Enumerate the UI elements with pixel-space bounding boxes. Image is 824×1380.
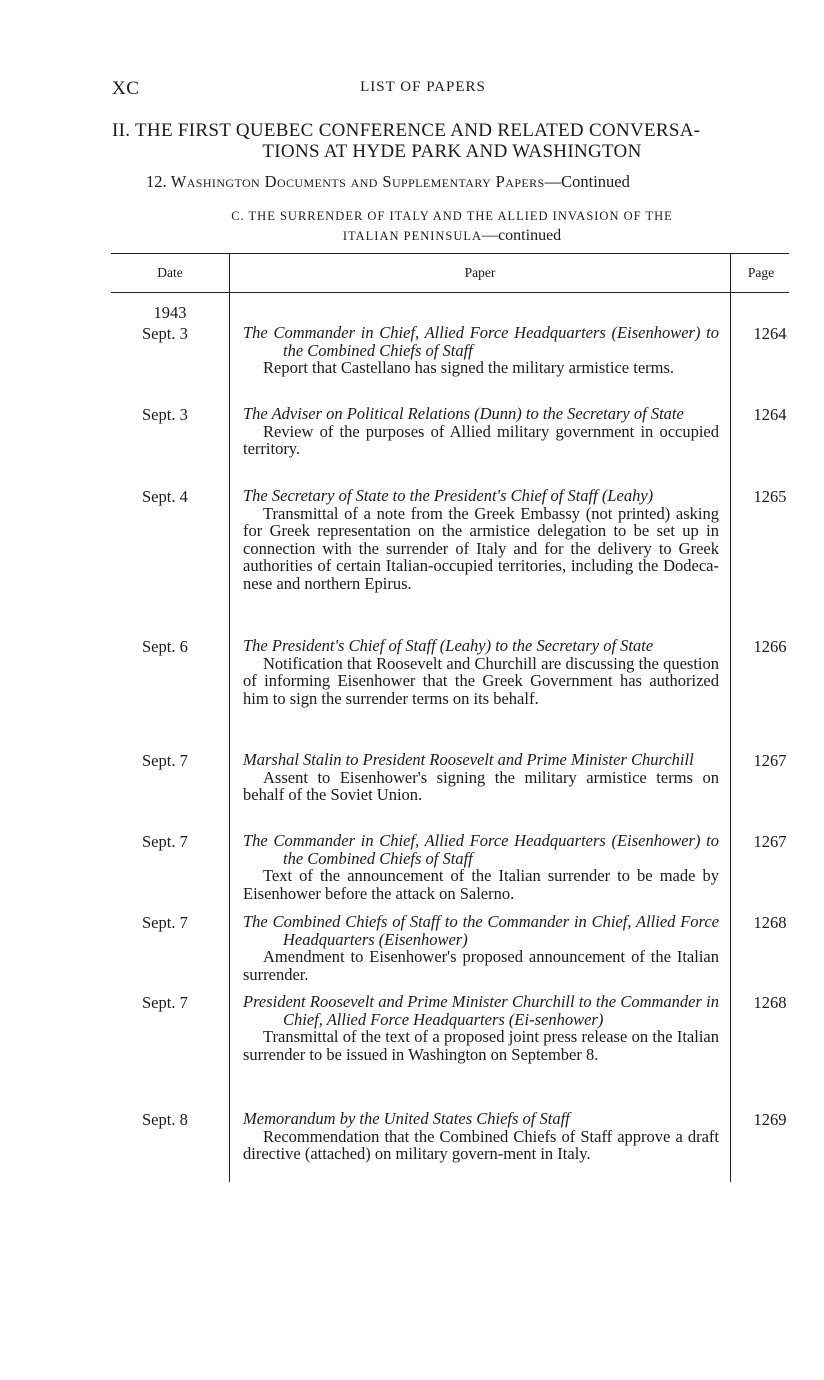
entry-page: 1264 xyxy=(753,405,787,424)
entry-body xyxy=(243,324,719,377)
page-number: XC xyxy=(112,78,140,99)
entry-date: Sept. 4 xyxy=(142,487,188,506)
entry-body xyxy=(243,913,719,983)
header-bottom-rule xyxy=(111,292,789,293)
entry-page: 1269 xyxy=(753,1110,787,1129)
entry-body xyxy=(243,487,719,592)
entry-description: Notification that Roosevelt and Churchill are discussing the question of informing Eisenhower that the Greek Government has authorized him to sign the surrender terms on its behalf. xyxy=(243,653,719,708)
running-header: LIST OF PAPERS xyxy=(360,79,486,95)
entry-description: Transmittal of the text of a proposed joint press release on the Italian surrender to be issued in Washington on September 8. xyxy=(243,1027,719,1064)
entry-date: Sept. 7 xyxy=(142,832,188,851)
part-title-line-1: II. THE FIRST QUEBEC CONFERENCE AND RELATED CONVERSA- xyxy=(112,120,701,141)
entry-body xyxy=(243,993,719,1063)
entry-date: Sept. 7 xyxy=(142,751,188,770)
entry-title: The Combined Chiefs of Staff to the Commander in Chief, Allied Force Headquarters (Eisenhower) xyxy=(243,912,719,949)
entry-date: Sept. 8 xyxy=(142,1110,188,1129)
entry-title: Memorandum by the United States Chiefs of Staff xyxy=(243,1109,570,1128)
entry-description: Recommendation that the Combined Chiefs of Staff approve a draft directive (attached) on military govern-ment in Italy. xyxy=(243,1126,719,1163)
entry-page: 1264 xyxy=(753,324,787,343)
column-divider-right xyxy=(730,254,731,1182)
subsection-line-2: ITALIAN PENINSULA xyxy=(342,229,483,243)
entry-title: Marshal Stalin to President Roosevelt and Prime Minister Churchill xyxy=(243,750,694,769)
entry-body xyxy=(243,405,719,458)
entry-title: The Commander in Chief, Allied Force Headquarters (Eisenhower) to the Combined Chiefs of Staff xyxy=(243,831,719,868)
entry-body xyxy=(243,1110,719,1163)
entry-title: The Adviser on Political Relations (Dunn) to the Secretary of State xyxy=(243,404,684,423)
entry-body xyxy=(243,637,719,707)
entry-date: Sept. 3 xyxy=(142,324,188,343)
entry-page: 1268 xyxy=(753,993,787,1012)
entry-body xyxy=(243,751,719,804)
entry-description: Report that Castellano has signed the military armistice terms. xyxy=(263,358,675,377)
section-number: 12. xyxy=(146,172,167,191)
entry-title: The Secretary of State to the President's Chief of Staff (Leahy) xyxy=(243,486,654,505)
entry-title: The Commander in Chief, Allied Force Headquarters (Eisenhower) to the Combined Chiefs of Staff xyxy=(243,323,719,360)
entry-date: Sept. 6 xyxy=(142,637,188,656)
entry-page: 1265 xyxy=(753,487,787,506)
entry-body xyxy=(243,832,719,902)
entry-description: Transmittal of a note from the Greek Embassy (not printed) asking for Greek representation on the armistice delegation to be set up in connection with the surrender of Italy and for the delivery to Greek authorities of certain Italian-occupied territories, including the Dodeca-nese and northern Epirus. xyxy=(243,503,719,593)
section-title: Washington Documents and Supplementary Papers xyxy=(170,172,545,191)
column-header-date: Date xyxy=(157,265,183,280)
entry-page: 1268 xyxy=(753,913,787,932)
table-top-rule xyxy=(111,253,789,254)
subsection-suffix: —continued xyxy=(482,227,562,244)
entry-date: Sept. 7 xyxy=(142,993,188,1012)
column-divider-left xyxy=(229,254,230,1182)
entry-page: 1266 xyxy=(753,637,787,656)
entry-page: 1267 xyxy=(753,751,787,770)
entry-title: President Roosevelt and Prime Minister Churchill to the Commander in Chief, Allied Force Headquarters (Ei-senhower) xyxy=(243,992,719,1029)
entry-description: Review of the purposes of Allied military government in occupied territory. xyxy=(243,421,719,458)
column-header-page: Page xyxy=(747,265,775,280)
part-title-line-2: TIONS AT HYDE PARK AND WASHINGTON xyxy=(262,141,642,162)
section-suffix: —Continued xyxy=(544,172,630,191)
entry-page: 1267 xyxy=(753,832,787,851)
column-header-paper: Paper xyxy=(464,265,496,280)
entry-description: Assent to Eisenhower's signing the military armistice terms on behalf of the Soviet Union. xyxy=(243,767,719,804)
year-label: 1943 xyxy=(153,303,187,322)
entry-date: Sept. 7 xyxy=(142,913,188,932)
entry-description: Text of the announcement of the Italian surrender to be made by Eisenhower before the attack on Salerno. xyxy=(243,866,719,903)
subsection-line-1: C. THE SURRENDER OF ITALY AND THE ALLIED INVASION OF THE xyxy=(231,209,673,223)
entry-title: The President's Chief of Staff (Leahy) to the Secretary of State xyxy=(243,636,654,655)
entry-date: Sept. 3 xyxy=(142,405,188,424)
entry-description: Amendment to Eisenhower's proposed announcement of the Italian surrender. xyxy=(243,947,719,984)
